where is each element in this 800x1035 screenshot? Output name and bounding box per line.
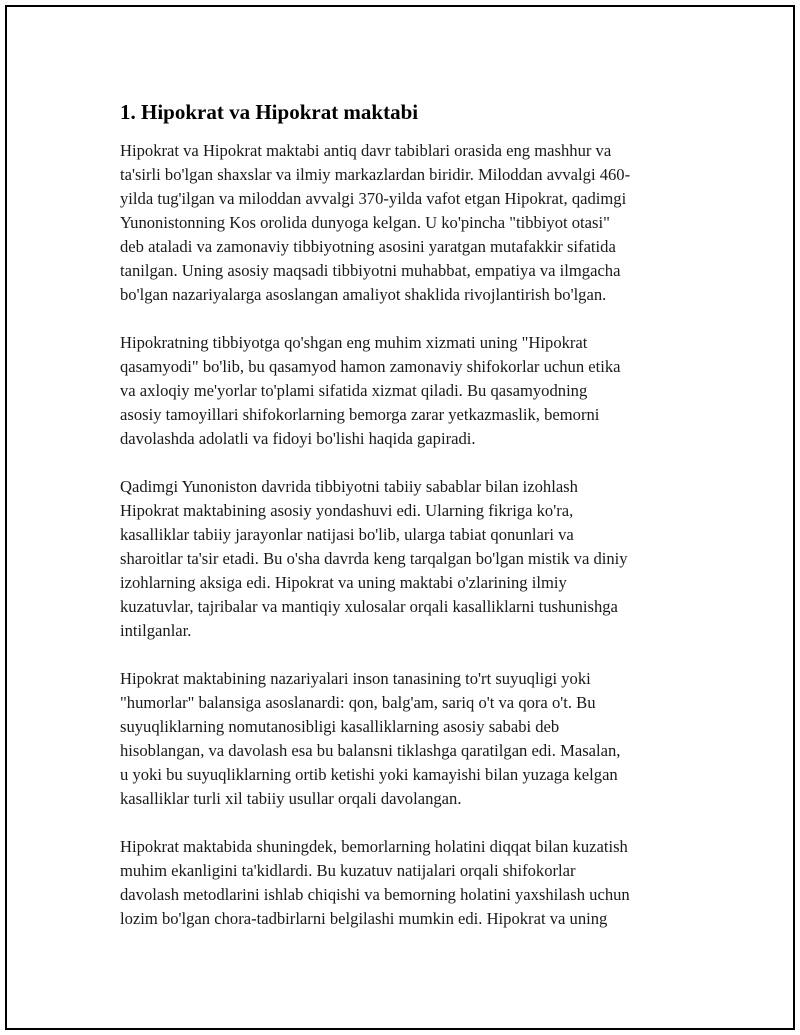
text-line: bo'lgan nazariyalarga asoslangan amaliyot shaklida rivojlantirish bo'lgan. bbox=[120, 285, 607, 304]
text-line: u yoki bu suyuqliklarning ortib ketishi yoki kamayishi bilan yuzaga kelgan bbox=[120, 765, 618, 784]
text-line: yilda tug'ilgan va miloddan avvalgi 370-yilda vafot etgan Hipokrat, qadimgi bbox=[120, 189, 627, 208]
text-line: "humorlar" balansiga asoslanardi: qon, balg'am, sariq o't va qora o't. Bu bbox=[120, 693, 596, 712]
text-line: suyuqliklarning nomutanosibligi kasalliklarning asosiy sababi deb bbox=[120, 717, 560, 736]
text-line: ta'sirli bo'lgan shaxslar va ilmiy markazlardan biridir. Miloddan avvalgi 460- bbox=[120, 165, 631, 184]
text-line: Qadimgi Yunoniston davrida tibbiyotni tabiiy sabablar bilan izohlash bbox=[120, 477, 578, 496]
text-line: sharoitlar ta'sir etadi. Bu o'sha davrda keng tarqalgan bo'lgan mistik va diniy bbox=[120, 549, 628, 568]
text-line: izohlarning aksiga edi. Hipokrat va uning maktabi o'zlarining ilmiy bbox=[120, 573, 567, 592]
text-line: va axloqiy me'yorlar to'plami sifatida xizmat qiladi. Bu qasamyodning bbox=[120, 381, 588, 400]
section-heading: 1. Hipokrat va Hipokrat maktabi bbox=[120, 100, 419, 124]
text-line: deb ataladi va zamonaviy tibbiyotning asosini yaratgan mutafakkir sifatida bbox=[120, 237, 616, 256]
text-line: tanilgan. Uning asosiy maqsadi tibbiyotni muhabbat, empatiya va ilmgacha bbox=[120, 261, 621, 280]
text-line: kuzatuvlar, tajribalar va mantiqiy xulosalar orqali kasalliklarni tushunishga bbox=[120, 597, 618, 616]
text-line: qasamyodi" bo'lib, bu qasamyod hamon zamonaviy shifokorlar uchun etika bbox=[120, 357, 621, 376]
text-line: Hipokratning tibbiyotga qo'shgan eng muhim xizmati uning "Hipokrat bbox=[120, 333, 588, 352]
text-line: hisoblangan, va davolash esa bu balansni tiklashga qaratilgan edi. Masalan, bbox=[120, 741, 621, 760]
text-line: kasalliklar turli xil tabiiy usullar orqali davolangan. bbox=[120, 789, 462, 808]
text-line: Hipokrat va Hipokrat maktabi antiq davr tabiblari orasida eng mashhur va bbox=[120, 141, 612, 160]
text-line: asosiy tamoyillari shifokorlarning bemorga zarar yetkazmaslik, bemorni bbox=[120, 405, 600, 424]
text-line: intilganlar. bbox=[120, 621, 192, 640]
paragraph bbox=[120, 835, 695, 931]
text-line: davolash metodlarini ishlab chiqishi va bemorning holatini yaxshilash uchun bbox=[120, 885, 630, 904]
text-line: kasalliklar tabiiy jarayonlar natijasi bo'lib, ularga tabiat qonunlari va bbox=[120, 525, 574, 544]
document-body bbox=[120, 99, 695, 955]
text-line: Yunonistonning Kos orolida dunyoga kelgan. U ko'pincha "tibbiyot otasi" bbox=[120, 213, 610, 232]
text-line: Hipokrat maktabida shuningdek, bemorlarning holatini diqqat bilan kuzatish bbox=[120, 837, 628, 856]
paragraph bbox=[120, 331, 695, 451]
paragraph bbox=[120, 667, 695, 811]
page-frame bbox=[5, 5, 795, 1030]
text-line: muhim ekanligini ta'kidlardi. Bu kuzatuv natijalari orqali shifokorlar bbox=[120, 861, 576, 880]
text-line: Hipokrat maktabining nazariyalari inson tanasining to'rt suyuqligi yoki bbox=[120, 669, 591, 688]
text-line: lozim bo'lgan chora-tadbirlarni belgilashi mumkin edi. Hipokrat va uning bbox=[120, 909, 608, 928]
text-line: davolashda adolatli va fidoyi bo'lishi haqida gapiradi. bbox=[120, 429, 476, 448]
paragraph bbox=[120, 475, 695, 643]
paragraph-container bbox=[120, 139, 695, 931]
paragraph bbox=[120, 139, 695, 307]
text-line: Hipokrat maktabining asosiy yondashuvi edi. Ularning fikriga ko'ra, bbox=[120, 501, 574, 520]
